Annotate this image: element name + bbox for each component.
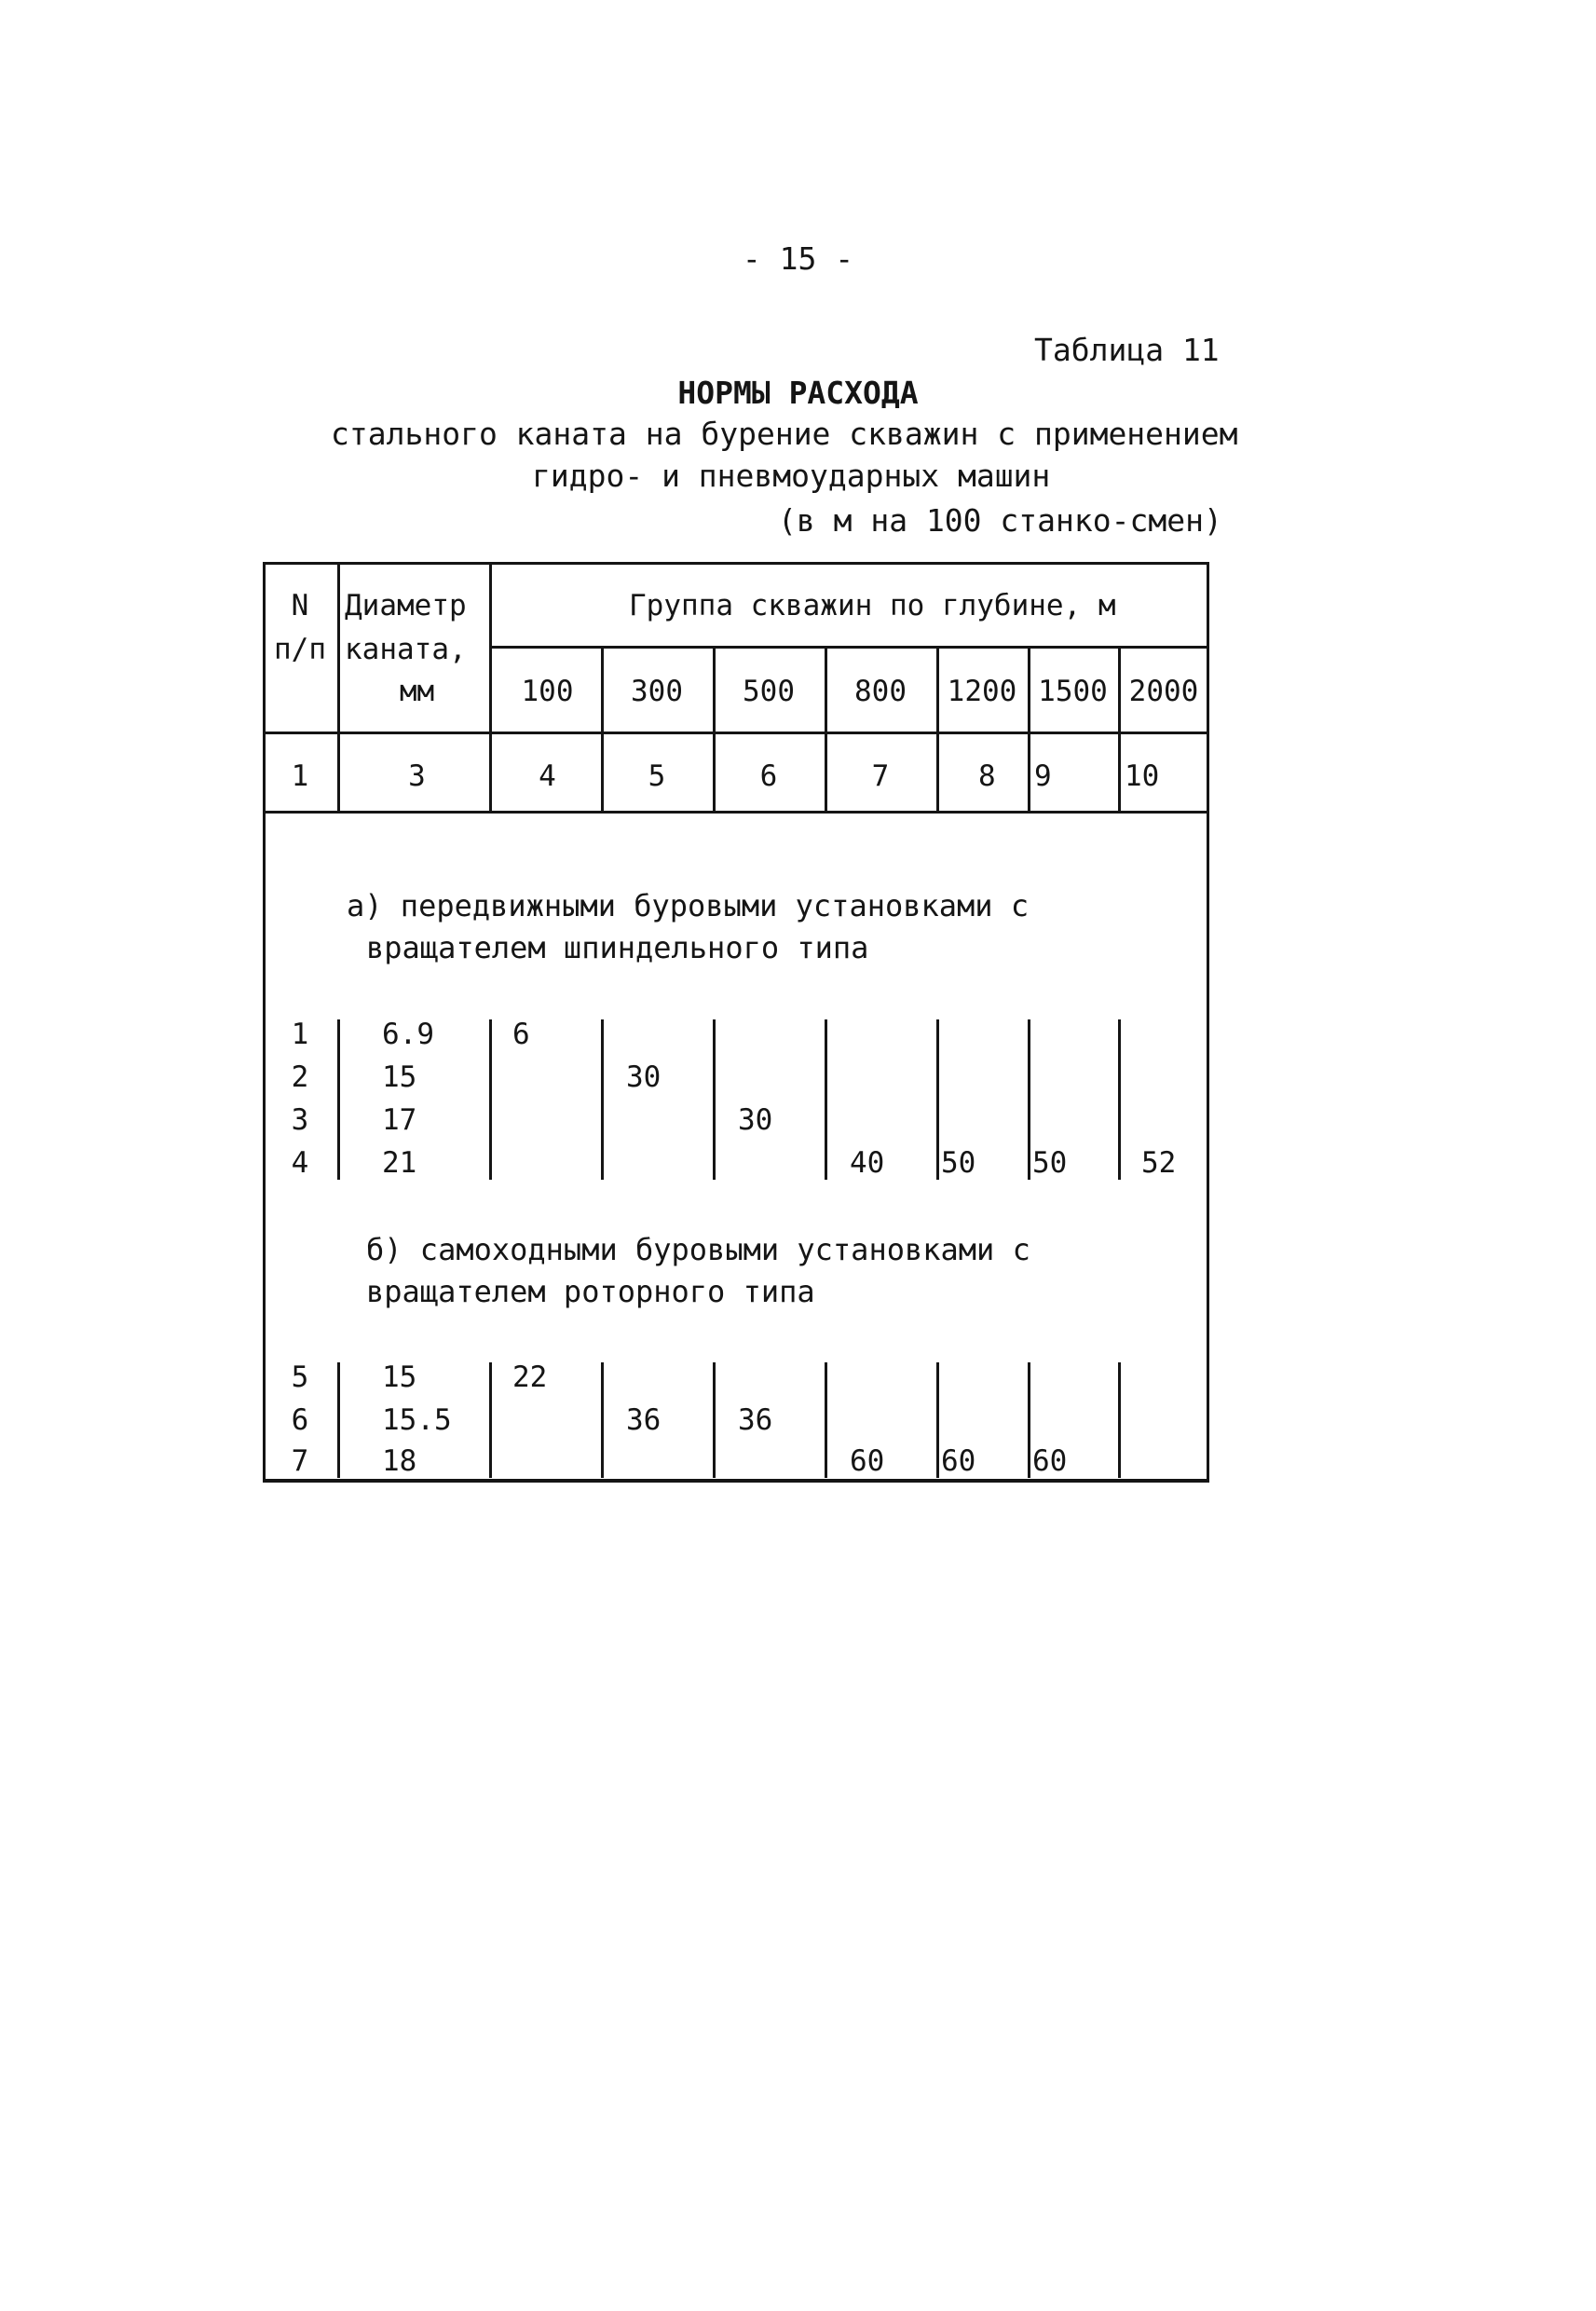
colnum-5: 5 [648, 759, 666, 793]
colnum-bottom-divider [263, 811, 1209, 814]
cell-v100 [512, 1402, 587, 1439]
header-diameter-line1: Диаметр [345, 589, 467, 622]
header-diameter-line3: мм [399, 675, 435, 708]
cell-v800: 60 [850, 1444, 885, 1478]
body-divider-0-3 [713, 1019, 716, 1180]
table-right-border [1207, 562, 1209, 1482]
cell-v300 [626, 1101, 701, 1139]
cell-n: 6 [291, 1403, 309, 1437]
col-divider-depth-1 [713, 648, 716, 814]
header-depth-800: 800 [854, 675, 907, 708]
header-depth-500: 500 [743, 675, 795, 708]
body-divider-1-0 [337, 1362, 340, 1478]
header-depth-1200: 1200 [947, 675, 1017, 708]
cell-v300: 30 [626, 1060, 662, 1094]
col-divider-depth-3 [936, 648, 939, 814]
cell-n: 3 [291, 1103, 309, 1137]
table-left-border [263, 562, 266, 1482]
cell-d: 17 [382, 1103, 417, 1137]
cell-n: 1 [291, 1018, 309, 1051]
cell-d: 6.9 [382, 1018, 434, 1051]
cell-d: 15.5 [382, 1403, 452, 1437]
page-number: - 15 - [742, 240, 854, 277]
col-divider-depth-4 [1028, 648, 1030, 814]
table-subtitle-line1: стального каната на бурение скважин с применением [331, 416, 1238, 452]
cell-v1200 [941, 1402, 1016, 1439]
header-n-line2: п/п [274, 633, 326, 666]
cell-v1200 [941, 1059, 1016, 1096]
body-divider-1-3 [713, 1362, 716, 1478]
cell-v500 [738, 1144, 812, 1182]
cell-v100 [512, 1144, 587, 1182]
cell-v800 [850, 1359, 924, 1396]
cell-v2000 [1141, 1101, 1207, 1139]
body-divider-0-0 [337, 1019, 340, 1180]
colnum-6: 6 [759, 759, 778, 793]
colnum-10: 10 [1125, 759, 1160, 793]
cell-v2000 [1141, 1402, 1207, 1439]
header-bottom-divider [263, 732, 1209, 734]
body-divider-1-7 [1118, 1362, 1121, 1478]
header-depth-300: 300 [631, 675, 683, 708]
cell-d: 18 [382, 1444, 417, 1478]
col-divider-n [337, 562, 340, 814]
cell-v800 [850, 1101, 924, 1139]
table-label: Таблица 11 [1034, 332, 1220, 368]
cell-v800 [850, 1016, 924, 1053]
body-divider-1-4 [825, 1362, 827, 1478]
cell-v2000 [1141, 1359, 1207, 1396]
body-divider-0-4 [825, 1019, 827, 1180]
body-divider-1-5 [936, 1362, 939, 1478]
body-divider-0-2 [601, 1019, 604, 1180]
cell-v300 [626, 1016, 701, 1053]
cell-v800: 40 [850, 1146, 885, 1180]
body-divider-0-1 [489, 1019, 492, 1180]
table-subtitle-line2: гидро- и пневмоударных машин [532, 458, 1051, 494]
cell-v100 [512, 1443, 587, 1480]
cell-n: 5 [291, 1361, 309, 1394]
cell-v100: 6 [512, 1018, 530, 1051]
cell-v100: 22 [512, 1361, 548, 1394]
cell-v1500: 60 [1032, 1444, 1068, 1478]
body-divider-0-5 [936, 1019, 939, 1180]
col-divider-diameter [489, 562, 492, 814]
cell-v100 [512, 1101, 587, 1139]
body-divider-1-6 [1028, 1362, 1030, 1478]
cell-v800 [850, 1402, 924, 1439]
cell-v1500 [1032, 1016, 1107, 1053]
colnum-8: 8 [978, 759, 996, 793]
cell-v1500: 50 [1032, 1146, 1068, 1180]
col-divider-depth-2 [825, 648, 827, 814]
cell-v300 [626, 1144, 701, 1182]
cell-v1200 [941, 1016, 1016, 1053]
cell-v1200: 60 [941, 1444, 976, 1478]
cell-v2000: 52 [1141, 1146, 1177, 1180]
cell-n: 2 [291, 1060, 309, 1094]
section-b-heading-line1: б) самоходными буровыми установками с [366, 1232, 1030, 1267]
cell-v500 [738, 1443, 812, 1480]
cell-v500 [738, 1059, 812, 1096]
cell-v1500 [1032, 1359, 1107, 1396]
cell-n: 4 [291, 1146, 309, 1180]
cell-v1200: 50 [941, 1146, 976, 1180]
section-a-heading-line2: вращателем шпиндельного типа [366, 930, 869, 965]
cell-d: 15 [382, 1361, 417, 1394]
cell-v1500 [1032, 1101, 1107, 1139]
header-depth-1500: 1500 [1038, 675, 1108, 708]
depth-group-divider [489, 646, 1209, 649]
body-divider-0-7 [1118, 1019, 1121, 1180]
colnum-9: 9 [1034, 759, 1052, 793]
col-divider-depth-5 [1118, 648, 1121, 814]
cell-v100 [512, 1059, 587, 1096]
cell-v500: 30 [738, 1103, 773, 1137]
body-divider-0-6 [1028, 1019, 1030, 1180]
cell-v1200 [941, 1101, 1016, 1139]
colnum-7: 7 [871, 759, 890, 793]
section-a-heading-line1: а) передвижными буровыми установками с [347, 888, 1030, 923]
header-depth-100: 100 [521, 675, 574, 708]
body-divider-1-2 [601, 1362, 604, 1478]
table-top-border [263, 562, 1209, 565]
cell-v2000 [1141, 1059, 1207, 1096]
cell-n: 7 [291, 1444, 309, 1478]
cell-v300 [626, 1443, 701, 1480]
cell-v1500 [1032, 1059, 1107, 1096]
cell-d: 21 [382, 1146, 417, 1180]
colnum-1: 1 [291, 759, 309, 793]
cell-v500: 36 [738, 1403, 773, 1437]
header-n-line1: N [291, 589, 309, 622]
header-depth-group: Группа скважин по глубине, м [629, 589, 1116, 622]
cell-v1200 [941, 1359, 1016, 1396]
cell-d: 15 [382, 1060, 417, 1094]
header-diameter-line2: каната, [345, 633, 467, 666]
col-divider-depth-0 [601, 648, 604, 814]
cell-v300: 36 [626, 1403, 662, 1437]
cell-v500 [738, 1359, 812, 1396]
cell-v800 [850, 1059, 924, 1096]
cell-v500 [738, 1016, 812, 1053]
colnum-3: 3 [408, 759, 426, 793]
section-b-heading-line2: вращателем роторного типа [366, 1274, 815, 1309]
header-depth-2000: 2000 [1128, 675, 1199, 708]
cell-v2000 [1141, 1016, 1207, 1053]
table-units: (в м на 100 станко-смен) [778, 502, 1222, 539]
cell-v1500 [1032, 1402, 1107, 1439]
colnum-4: 4 [539, 759, 556, 793]
table-title: НОРМЫ РАСХОДА [677, 375, 919, 411]
table-bottom-border [263, 1479, 1209, 1483]
cell-v300 [626, 1359, 701, 1396]
body-divider-1-1 [489, 1362, 492, 1478]
cell-v2000 [1141, 1443, 1207, 1480]
